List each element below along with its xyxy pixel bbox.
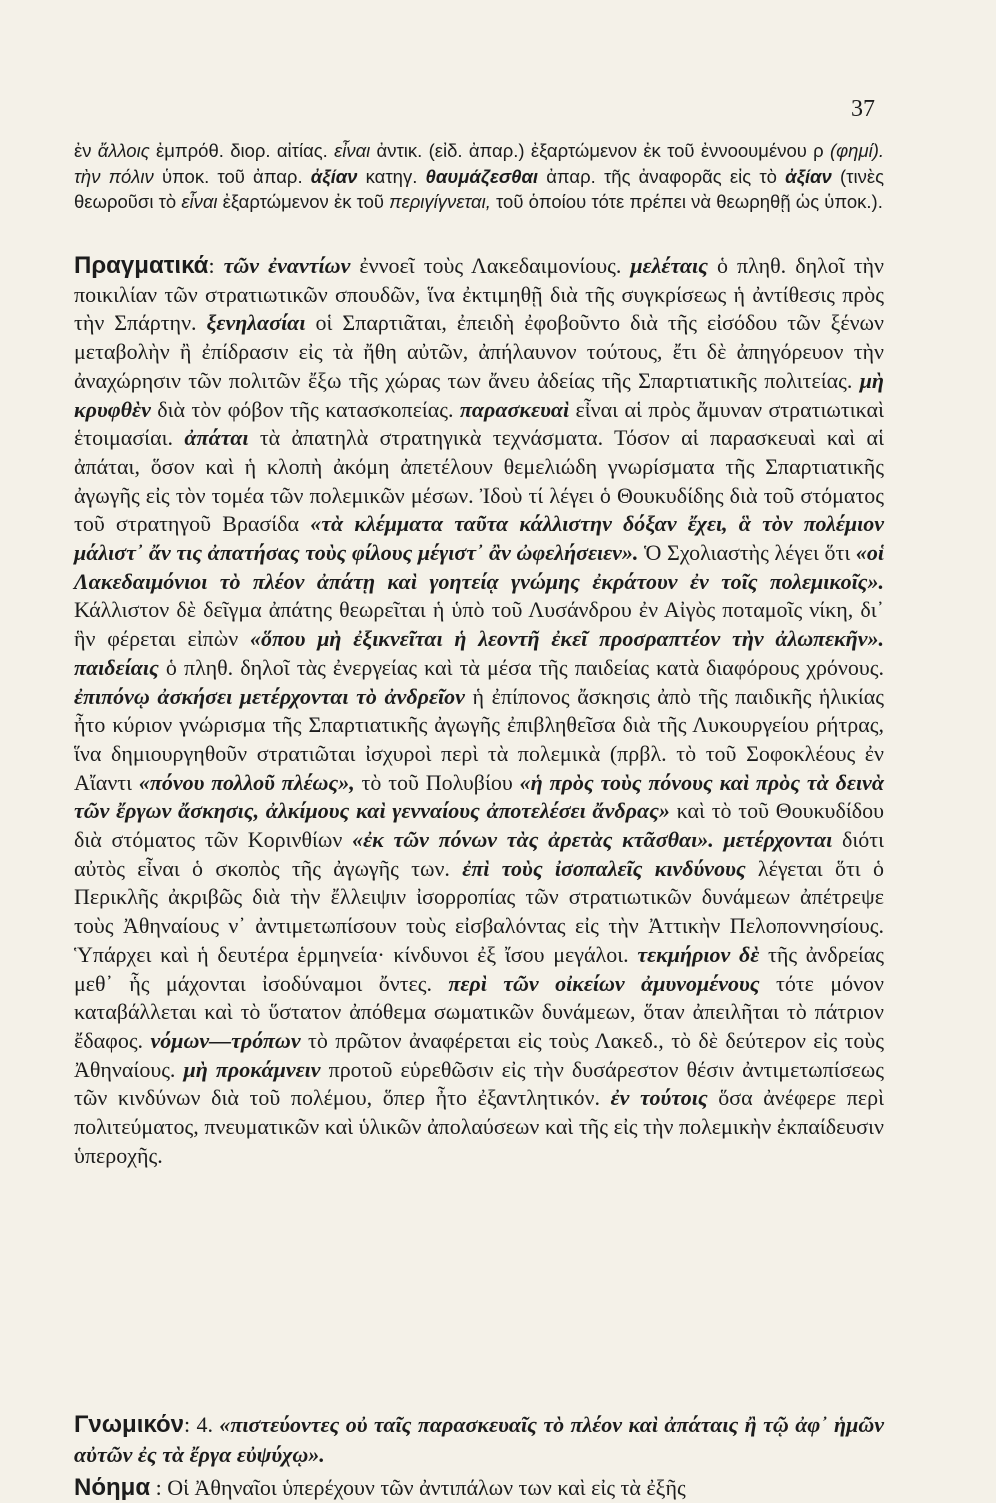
- body-segment: εἶναι αἱ πρὸς ἄμυναν στρατιωτικαὶ ἑτοιμασίαι.: [74, 396, 884, 451]
- body-segment: ἐπὶ τοὺς ἰσοπαλεῖς κινδύνους: [462, 855, 746, 881]
- grammatical-notes: [74, 138, 884, 215]
- body-segment: ὁ πληθ. δηλοῖ τὰς ἐνεργείας καὶ τὰ μέσα τῆς παιδείας κατὰ διαφόρους χρόνους.: [158, 654, 884, 680]
- body-segment: τῶν ἐναντίων: [223, 253, 351, 278]
- page-number: 37: [851, 96, 875, 122]
- noima-section: [74, 1473, 884, 1503]
- body-segment: νόμων—τρόπων: [150, 1027, 301, 1053]
- body-segment: παιδείαις: [74, 654, 159, 680]
- body-segment: «ὅπου μὴ ἐξικνεῖται ἡ λεοντῆ ἐκεῖ προσραπτέον τὴν ἀλωπεκῆν».: [249, 626, 884, 652]
- notes-segment: ἀξίαν: [310, 165, 358, 187]
- body-segment: τῆς ἀνδρείας μεθ᾽ ἧς μάχονται ἰσοδύναμοι ὄντες.: [74, 941, 884, 996]
- notes-segment: ἀπαρ. τῆς ἀναφορᾶς εἰς τὸ: [538, 165, 786, 187]
- notes-segment: περιγίγνεται,: [389, 191, 491, 212]
- notes-segment: (τινὲς θεωροῦσι τὸ: [74, 165, 884, 212]
- body-segment: ἐν τούτοις: [610, 1085, 708, 1111]
- body-segment: μὴ κρυφθὲν: [74, 367, 884, 422]
- notes-segment: ἄλλοις: [97, 140, 150, 161]
- body-segment: τὸ πρῶτον ἀναφέρεται εἰς τοὺς Λακεδ., τὸ δὲ δεύτερον εἰς τοὺς Ἀθηναίους.: [74, 1027, 884, 1082]
- notes-segment: ἐν: [74, 140, 98, 161]
- body-segment: μὴ προκάμνειν: [183, 1056, 321, 1082]
- noima-text: [150, 1475, 686, 1500]
- gnomikon-text: [74, 1412, 884, 1467]
- body-segment: Ὁ Σχολιαστὴς λέγει ὅτι: [638, 540, 856, 566]
- body-segment: «ἐκ τῶν πόνων τὰς ἀρετὰς κτᾶσθαι».: [352, 827, 714, 853]
- commentary-pragmatika: [74, 252, 884, 1171]
- body-segment: μελέταις: [630, 253, 708, 278]
- gnomikon-segment: «πιστεύοντες οὐ ταῖς παρασκευαῖς τὸ πλέον καὶ ἀπάταις ἢ τῷ ἀφ᾽ ἡμῶν αὐτῶν ἐς τὰ ἔργα εὐψύχῳ».: [74, 1412, 884, 1467]
- body-segment: διὰ τὸν φόβον τῆς κατασκοπείας.: [150, 396, 460, 422]
- notes-segment: εἶναι: [181, 191, 218, 212]
- notes-segment: ἀξίαν: [785, 165, 832, 187]
- body-segment: «ἡ πρὸς τοὺς πόνους καὶ πρὸς τὰ δεινὰ τῶν ἔργων ἄσκησις, ἀλκίμους καὶ γενναίους ἀποτελέσει ἄνδρας»: [74, 769, 884, 824]
- body-segment: ἡ ἐπίπονος ἄσκησις ἀπὸ τῆς παιδικῆς ἡλικίας ἦτο κύριον γνώρισμα τῆς Σπαρτιατικῆς ἀγωγῆς ἐπιβληθεῖσα διὰ τῆς Λυκουργείου ρήτρας, ἵνα δημιουργηθοῦν στρατιῶται ἰσχυροὶ περὶ τὰ πολεμικὰ (πρβλ. τὸ τοῦ Σοφοκλέους ἐν Αἴαντι: [74, 683, 884, 795]
- body-segment: προτοῦ εὑρεθῶσιν εἰς τὴν δυσάρεστον θέσιν ἀντιμετωπίσεως τῶν κινδύνων διὰ τοῦ πολέμου, ὅπερ ἦτο ἐξαντλητικόν.: [74, 1056, 884, 1111]
- noima-segment: : Οἱ Ἀθηναῖοι ὑπερέχουν τῶν ἀντιπάλων των καὶ εἰς τὰ ἐξῆς: [150, 1475, 686, 1500]
- notes-segment: τοῦ ὁποίου τότε πρέπει νὰ θεωρηθῇ ὡς ὑποκ.).: [490, 191, 883, 212]
- gnomikon-segment: : 4.: [184, 1412, 220, 1437]
- body-segment: τὰ ἀπατηλὰ στρατηγικὰ τεχνάσματα. Τόσον αἱ παρασκευαὶ καὶ αἱ ἀπάται, ὅσον καὶ ἡ κλοπὴ ἀκόμη ἀπετέλουν θεμελιώδη γνωρίσματα τῆς Σπαρτιατικῆς ἀγωγῆς εἰς τὸν τομέα τῶν πολεμικῶν μέσων. Ἰδοὺ τί λέγει ὁ Θουκυδίδης διὰ τοῦ στόματος τοῦ στρατηγοῦ Βρασίδα: [74, 425, 884, 537]
- body-segment: λέγεται ὅτι ὁ Περικλῆς ἀκριβῶς διὰ τὴν ἔλλειψιν ἰσορροπίας τῶν στρατιωτικῶν δυνάμεων ἀπέτρεψε τοὺς Ἀθηναίους ν᾽ ἀντιμετωπίσουν τοὺς εἰσβαλόντας εἰς τὴν Ἀττικὴν Πελοποννησίους. Ὑπάρχει καὶ ἡ δευτέρα ἑρμηνεία· κίνδυνοι ἐξ ἴσου μεγάλοι.: [74, 855, 884, 967]
- notes-segment: τὴν πόλιν: [74, 165, 154, 187]
- commentary-text: [74, 253, 884, 1168]
- body-segment: περὶ τῶν οἰκείων ἀμυνομένους: [448, 970, 760, 996]
- notes-segment: (φημί).: [829, 140, 884, 161]
- notes-segment: θαυμάζεσθαι: [425, 165, 539, 187]
- body-segment: ὁ πληθ. δηλοῖ τὴν ποικιλίαν τῶν στρατιωτικῶν σπουδῶν, ἵνα ἐκτιμηθῇ διὰ τῆς συγκρίσεως ἡ ἀντίθεσις πρὸς τὴν Σπάρτην.: [74, 253, 884, 336]
- body-segment: τεκμήριον δὲ: [637, 941, 760, 967]
- body-segment: μετέρχονται: [723, 827, 833, 853]
- body-segment: ὅσα ἀνέφερε περὶ πολιτεύματος, πνευματικῶν καὶ ὑλικῶν ἀπολαύσεων καὶ τῆς εἰς τὴν πολεμικὴν ἐκπαίδευσιν ὑπεροχῆς.: [74, 1085, 884, 1168]
- body-segment: ἐπιπόνῳ ἀσκήσει μετέρχονται τὸ ἀνδρεῖον: [74, 683, 465, 709]
- notes-segment: εἶναι: [334, 140, 371, 161]
- section-heading-gnomikon: Γνωμικόν: [74, 1411, 184, 1438]
- notes-segment: ἀντικ. (εἰδ. ἀπαρ.) ἐξαρτώμενον ἐκ τοῦ ἐννοουμένου ρ: [370, 140, 830, 161]
- body-segment: ἐννοεῖ τοὺς Λακεδαιμονίους.: [350, 253, 631, 278]
- body-segment: οἱ Σπαρτιᾶται, ἐπειδὴ ἐφοβοῦντο διὰ τῆς εἰσόδου τῶν ξένων μεταβολὴν ἢ ἐπίδρασιν εἰς τὰ ἤθη αὐτῶν, ἀπήλαυνον τούτους, ἔτι δὲ ἀπηγόρευον τὴν ἀναχώρησιν τῶν πολιτῶν ἔξω τῆς χώρας των ἄνευ ἀδείας τῆς Σπαρτιατικῆς πολιτείας.: [74, 310, 884, 393]
- body-segment: ἀπάται: [184, 425, 249, 451]
- body-segment: διότι αὐτὸς εἶναι ὁ σκοπὸς τῆς ἀγωγῆς των.: [74, 827, 884, 881]
- gnomikon-section: [74, 1410, 884, 1470]
- body-segment: «οἱ Λακεδαιμόνιοι τὸ πλέον ἀπάτῃ καὶ γοητείᾳ γνώμης ἐκράτουν ἐν τοῖς πολεμικοῖς».: [74, 540, 885, 594]
- body-segment: «πόνου πολλοῦ πλέως»,: [138, 769, 355, 795]
- body-segment: τὸ τοῦ Πολυβίου: [354, 769, 520, 795]
- body-segment: ξενηλασίαι: [206, 310, 306, 336]
- notes-segment: ὑποκ. τοῦ ἀπαρ.: [153, 165, 311, 187]
- section-heading-noima: Νόημα: [74, 1474, 151, 1501]
- body-segment: :: [208, 253, 224, 278]
- body-segment: παρασκευαὶ: [459, 396, 570, 422]
- notes-segment: ἐμπρόθ. διορ. αἰτίας.: [149, 140, 335, 161]
- body-segment: Κάλλιστον δὲ δεῖγμα ἀπάτης θεωρεῖται ἡ ὑπὸ τοῦ Λυσάνδρου ἐν Αἰγὸς ποταμοῖς νίκη, δι᾽ ἣν φέρεται εἰπὼν: [74, 597, 884, 652]
- body-segment: καὶ τὸ τοῦ Θουκυδίδου διὰ στόματος τῶν Κορινθίων: [74, 798, 884, 853]
- notes-segment: κατηγ.: [357, 165, 426, 187]
- body-segment: «τὰ κλέμματα ταῦτα κάλλιστην δόξαν ἔχει, ἃ τὸν πολέμιον μάλιστ᾽ ἄν τις ἀπατήσας τοὺς φίλους μέγιστ᾽ ἂν ὠφελήσειεν».: [74, 511, 885, 566]
- notes-segment: ἐξαρτώμενον ἐκ τοῦ: [217, 191, 390, 212]
- body-segment: τότε μόνον καταβάλλεται καὶ τὸ ὕστατον ἀπόθεμα σωματικῶν δυνάμεων, ὅταν ἀπειλῆται τὸ πάτριον ἔδαφος.: [74, 970, 885, 1053]
- section-heading-pragmatika: Πραγματικά: [74, 252, 209, 279]
